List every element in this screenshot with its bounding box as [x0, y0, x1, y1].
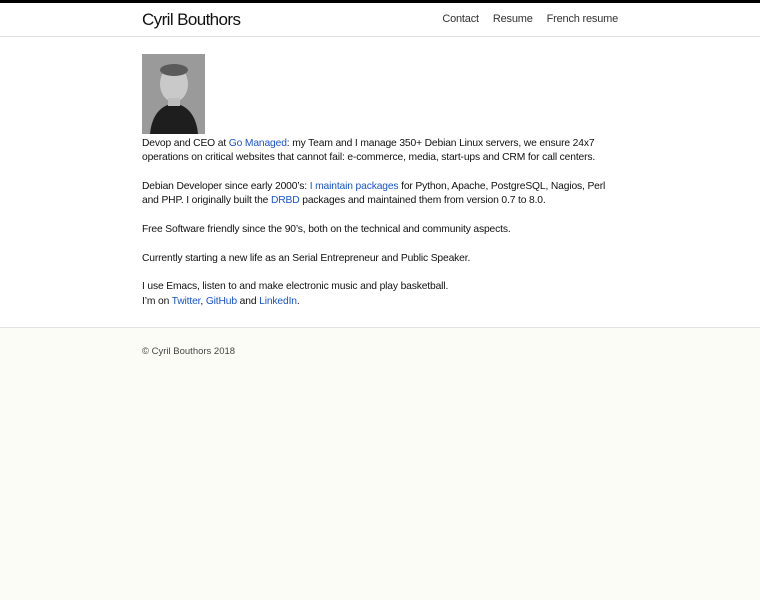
main-content [0, 37, 760, 328]
paragraph-devop: Devop and CEO at Go Managed: my Team and I manage 350+ Debian Linux servers, we ensure 24x7 operations on critical websites that cannot fail: e-commerce, media, start-ups and CRM for call centers. [142, 138, 596, 164]
about-text [142, 137, 622, 323]
paragraph-entrepreneur: Currently starting a new life as an Serial Entrepreneur and Public Speaker. [142, 252, 471, 264]
paragraph-free-software: Free Software friendly since the 90’s, both on the technical and community aspects. [142, 224, 511, 235]
maintain-packages-link[interactable]: I maintain packages [309, 181, 399, 192]
footer-copyright: © Cyril Bouthors 2018 [142, 346, 236, 357]
paragraph-debian: Debian Developer since early 2000’s: I maintain packages for Python, Apache, PostgreSQL, Nagios, Perl and PHP. I originally built the DRBD packages and maintained them from version 0.7 to 8.0. [142, 181, 606, 207]
nav-french-resume[interactable]: French resume [546, 13, 618, 25]
site-title[interactable]: Cyril Bouthors [142, 10, 241, 29]
nav-contact[interactable]: Contact [442, 13, 479, 25]
github-link[interactable]: GitHub [205, 295, 237, 307]
go-managed-link[interactable]: Go Managed [228, 138, 287, 149]
paragraph-hobbies: I use Emacs, listen to and make electronic music and play basketball. I’m on Twitter, GitHub and LinkedIn. [142, 281, 449, 307]
twitter-link[interactable]: Twitter [171, 295, 201, 307]
nav-resume[interactable]: Resume [492, 13, 533, 25]
profile-photo [142, 54, 205, 134]
drbd-link[interactable]: DRBD [270, 195, 300, 207]
linkedin-link[interactable]: LinkedIn [259, 295, 297, 307]
site-header [0, 3, 760, 37]
main-nav [442, 13, 618, 25]
